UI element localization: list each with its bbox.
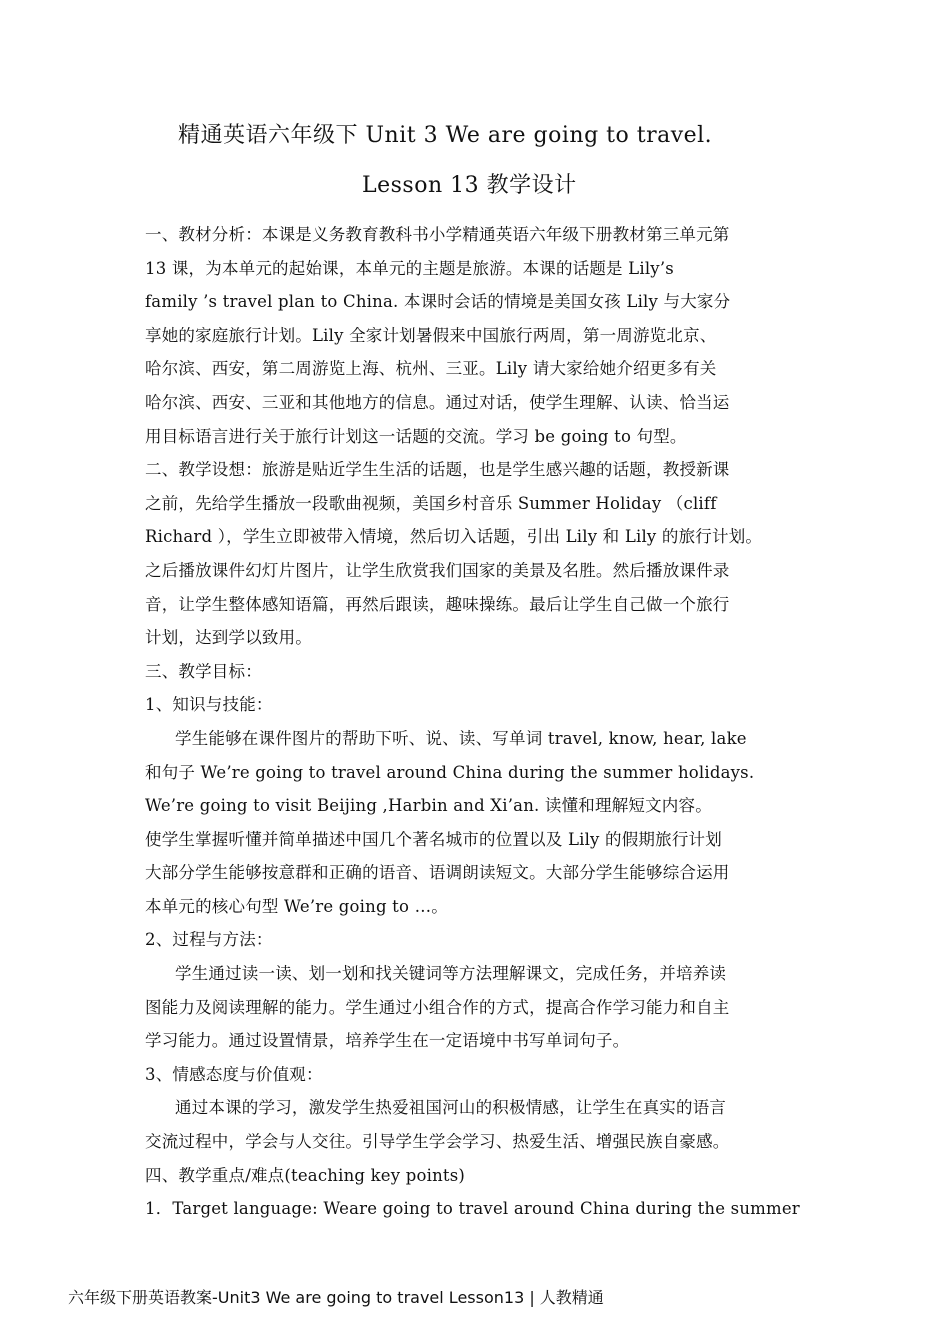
text-line: 之前，先给学生播放一段歌曲视频，美国乡村音乐 Summer Holiday （cliff [145, 493, 717, 513]
section-heading: 四、教学重点/难点(teaching key points) [145, 1165, 466, 1185]
document-title: 精通英语六年级下 Unit 3 We are going to travel. [178, 123, 713, 148]
text-line: 大部分学生能够按意群和正确的语音、语调朗读短文。大部分学生能够综合运用 [145, 863, 730, 883]
text-line: 哈尔滨、西安、三亚和其他地方的信息。通过对话，使学生理解、认读、恰当运 [145, 392, 730, 412]
text-line: 和句子 We’re going to travel around China during the summer holidays. [145, 762, 755, 782]
text-line: 音，让学生整体感知语篇，再然后跟读，趣味操练。最后让学生自己做一个旅行 [145, 594, 730, 614]
text-line: 1．Target language: Weare going to travel around China during the summer [145, 1199, 800, 1219]
page-footer: 六年级下册英语教案-Unit3 We are going to travel Lesson13 | 人教精通 [68, 1288, 604, 1307]
text-line: 学生能够在课件图片的帮助下听、说、读、写单词 travel, know, hear, lake [175, 728, 747, 748]
text-line: We’re going to visit Beijing ,Harbin and Xi’an. 读懂和理解短文内容。 [145, 796, 712, 816]
text-line: 本单元的核心句型 We’re going to …。 [145, 896, 448, 916]
text-line: 哈尔滨、西安，第二周游览上海、杭州、三亚。Lily 请大家给她介绍更多有关 [145, 359, 717, 379]
document-body [145, 218, 825, 1226]
text-line: 使学生掌握听懂并简单描述中国几个著名城市的位置以及 Lily 的假期旅行计划 [145, 829, 722, 849]
text-line: 13 课，为本单元的起始课，本单元的主题是旅游。本课的话题是 Lily’s [145, 258, 674, 278]
text-line: 一、教材分析：本课是义务教育教科书小学精通英语六年级下册教材第三单元第 [145, 225, 730, 244]
subsection-heading: 3、情感态度与价值观： [145, 1064, 323, 1084]
text-line: 通过本课的学习，激发学生热爱祖国河山的积极情感，让学生在真实的语言 [175, 1098, 727, 1118]
subsection-heading: 1、知识与技能： [145, 695, 273, 715]
section-heading: 三、教学目标： [145, 661, 262, 681]
text-line: 二、教学设想：旅游是贴近学生生活的话题，也是学生感兴趣的话题，教授新课 [145, 460, 730, 480]
text-line: 用目标语言进行关于旅行计划这一话题的交流。学习 be going to 句型。 [145, 426, 687, 446]
text-line: family ’s travel plan to China. 本课时会话的情境是美国女孩 Lily 与大家分 [145, 292, 731, 312]
text-line: 享她的家庭旅行计划。Lily 全家计划暑假来中国旅行两周，第一周游览北京、 [145, 325, 717, 345]
subsection-heading: 2、过程与方法： [145, 930, 273, 950]
text-line: 学生通过读一读、划一划和找关键词等方法理解课文，完成任务，并培养读 [175, 964, 727, 984]
text-line: Richard ），学生立即被带入情境，然后切入话题，引出 Lily 和 Lily 的旅行计划。 [145, 527, 763, 547]
text-line: 学习能力。通过设置情景，培养学生在一定语境中书写单词句子。 [145, 1031, 630, 1051]
text-line: 图能力及阅读理解的能力。学生通过小组合作的方式，提高合作学习能力和自主 [145, 997, 730, 1017]
text-line: 之后播放课件幻灯片图片，让学生欣赏我们国家的美景及名胜。然后播放课件录 [145, 560, 730, 580]
text-line: 计划，达到学以致用。 [145, 628, 312, 648]
text-line: 交流过程中，学会与人交往。引导学生学会学习、热爱生活、增强民族自豪感。 [145, 1132, 730, 1152]
document-subtitle: Lesson 13 教学设计 [362, 173, 577, 198]
